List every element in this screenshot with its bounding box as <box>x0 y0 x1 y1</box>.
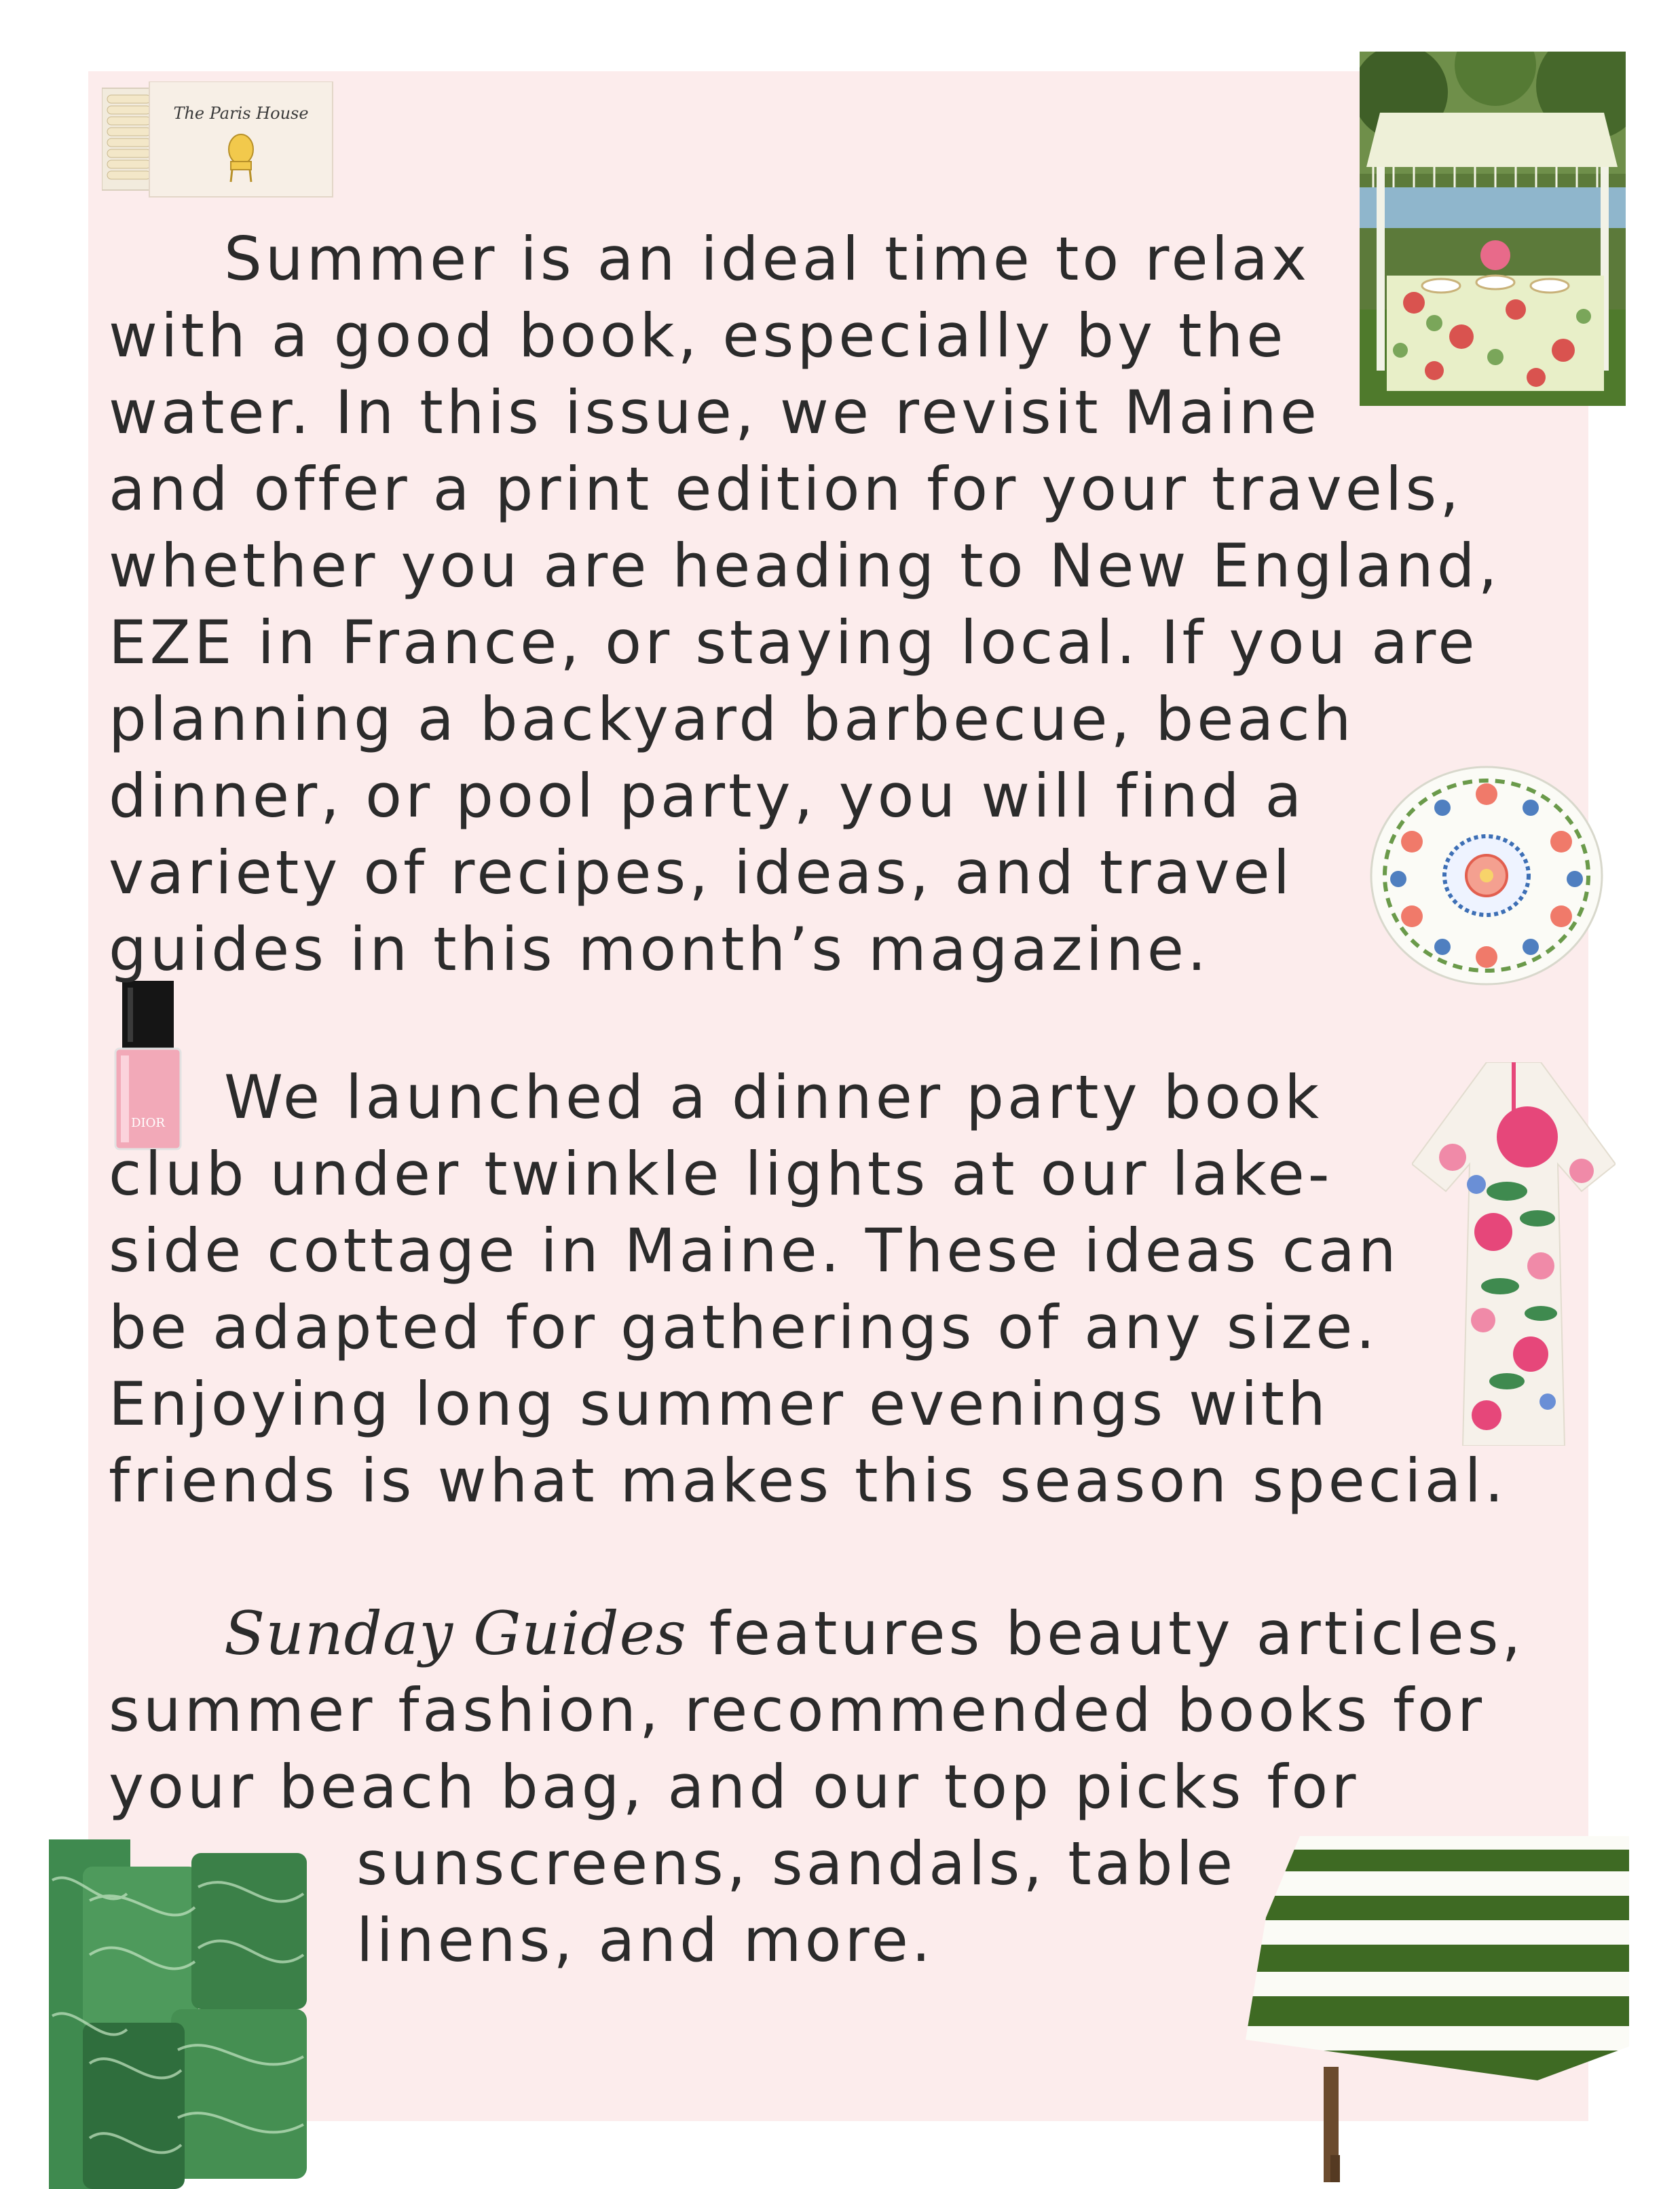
paragraph-line: sunscreens, sandals, table <box>356 1829 1237 1898</box>
paragraph-line: dinner, or pool party, you will find a <box>109 761 1305 831</box>
paragraph-line: guides in this month’s magazine. <box>109 914 1210 984</box>
book-club-paragraph <box>109 1059 1507 1519</box>
paragraph-line: Enjoying long summer evenings with <box>109 1369 1329 1439</box>
paragraph-line: club under twinkle lights at our lake- <box>109 1139 1333 1209</box>
sunday-guides-paragraph <box>109 1595 1524 1979</box>
matchbox-brand-text: The Paris House <box>173 104 309 123</box>
paragraph-line: variety of recipes, ideas, and travel <box>109 838 1294 908</box>
paragraph-line: linens, and more. <box>356 1905 934 1975</box>
paragraph-line: Sunday Guides features beauty articles, <box>224 1598 1525 1668</box>
paragraph-line: with a good book, especially by the <box>109 301 1287 371</box>
paragraph-line: summer fashion, recommended books for <box>109 1675 1486 1745</box>
publication-name: Sunday Guides <box>224 1598 687 1668</box>
paragraph-line: water. In this issue, we revisit Maine <box>109 377 1320 447</box>
paragraph-line: and offer a print edition for your travels, <box>109 454 1463 524</box>
paragraph-line: be adapted for gatherings of any size. <box>109 1292 1379 1362</box>
paragraph-line: whether you are heading to New England, <box>109 531 1501 601</box>
nail-polish-brand-text: DIOR <box>131 1116 165 1130</box>
paragraph-line: Summer is an ideal time to relax <box>224 224 1311 294</box>
paragraph-line: your beach bag, and our top picks for <box>109 1752 1360 1822</box>
paragraph-line: planning a backyard barbecue, beach <box>109 684 1355 754</box>
intro-paragraph <box>109 221 1501 988</box>
matchbox-image <box>102 81 336 200</box>
paragraph-line: We launched a dinner party book <box>224 1062 1323 1132</box>
paragraph-line: friends is what makes this season special. <box>109 1446 1507 1516</box>
paragraph-line: EZE in France, or staying local. If you are <box>109 607 1478 677</box>
paragraph-line: side cottage in Maine. These ideas can <box>109 1216 1400 1286</box>
